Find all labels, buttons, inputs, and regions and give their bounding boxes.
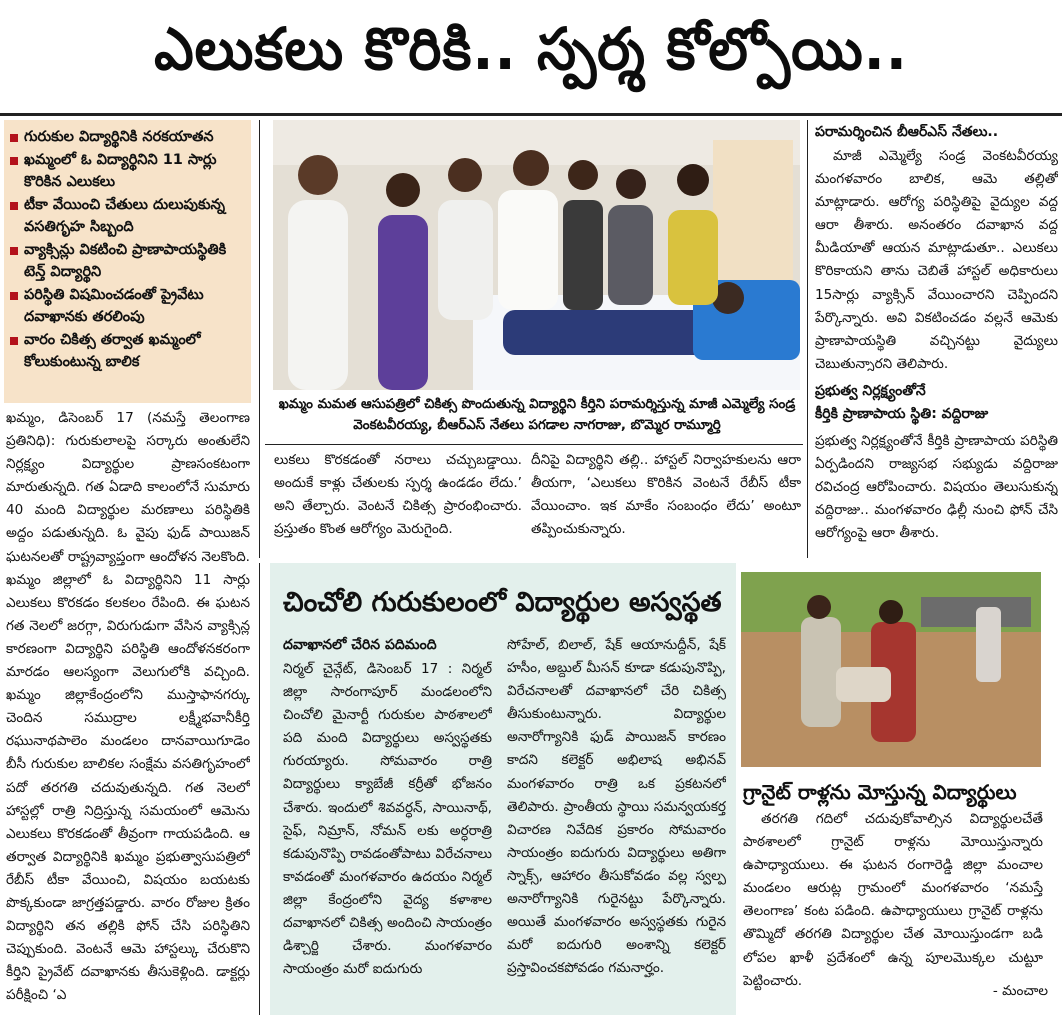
column-divider bbox=[807, 120, 808, 558]
highlight-item: పరిస్థితి విషమించడంతో ప్రైవేటు దవాఖానకు తరలింపు bbox=[10, 284, 245, 329]
headline-rule bbox=[0, 113, 1062, 116]
vaddiraju-body: ప్రభుత్వ నిర్లక్ష్యంతోనే కీర్తికి ప్రాణాపాయ పరిస్థితి ఏర్పడిందని రాజ్యసభ సభ్యుడు వద్దిరాజు రవిచంద్ర ఆరోపించారు. విషయం తెలుసుకున్న వద్దిరాజు.. మంగళవారం ఢిల్లీ నుంచి ఫోన్ చేసి ఆరోగ్యంపై ఆరా తీశారు. bbox=[815, 433, 1058, 542]
granite-photo bbox=[741, 572, 1041, 767]
highlight-item: వ్యాక్సిన్లు వికటించి ప్రాణాపాయస్థితికి టెన్త్ విద్యార్థిని bbox=[10, 239, 245, 284]
chincholi-title: చించోలి గురుకులంలో విద్యార్థుల అస్వస్థత bbox=[283, 587, 722, 618]
main-story-col1: ఖమ్మం, డిసెంబర్ 17 (నమస్తే తెలంగాణ ప్రతినిధి): గురుకులాలపై సర్కారు అంతులేని నిర్లక్ష్యం విద్యార్థుల ప్రాణసంకటంగా మారుతున్నది. గత ఏడాది కాలంలోనే సుమారు 40 మంది విద్యార్థుల మరణాలు పరిస్థితికి అద్దం పడుతున్నది. ఓ వైపు ఫుడ్ పాయిజన్ ఘటనలతో రాష్ట్రవ్యాప్తంగా ఆందోళన నెలకొంది. ఖమ్మం జిల్లాలో ఓ విద్యార్థినిని 11 సార్లు ఎలుకలు కొరకడం కలకలం రేపింది. ఈ ఘటన గత నెలలో జరగ్గా, విరుగుడుగా వేసిన వ్యాక్సిన్ల కారణంగా విద్యార్థిని పరిస్థితి ఆందోళనకరంగా మారడం ఆలస్యంగా వెలుగులోకి వచ్చింది. ఖమ్మం జిల్లాకేంద్రంలోని ముస్తాఫానగర్కు చెందిన సముద్రాల లక్ష్మీభవానీకీర్తి రఘునాథపాలెం మండలం దానవాయిగూడెం బీసీ గురుకుల బాలికల సంక్షేమ వసతిగృహంలో పదో తరగతి చదువుతున్నది. గత నెలలో హాస్టల్లో రాత్రి నిద్రిస్తున్న సమయంలో ఆమెను ఎలుకలు కొరకడంతో తీవ్రంగా గాయపడింది. ఆ తర్వాత విద్యార్థినికి ఖమ్మం ప్రభుత్వాసుపత్రిలో రేబీస్ టీకా వేయించి, విషయం బయటకు పొక్కకుండా జాగ్రత్తపడ్డారు. వారం రోజుల క్రితం విద్యార్థిని తన తల్లికి ఫోన్ చేసి పరిస్థితిని చెప్పుకుంది. వెంటనే ఆమె హాస్టల్కు చేరుకొని కీర్తిని ప్రైవేట్ దవాఖానకు తీసుకెళ్లింది. డాక్టర్లు పరీక్షించి ‘ఎ bbox=[6, 410, 250, 1004]
subheading-line: ప్రభుత్వ నిర్లక్ష్యంతోనే bbox=[815, 383, 926, 399]
photo-caption: ఖమ్మం మమత ఆసుపత్రిలో చికిత్స పొందుతున్న విద్యార్థిని కీర్తిని పరామర్శిస్తున్న మాజీ ఎమ్మెల్యే సండ్ర వెంకటవీరయ్య, బీఆర్ఎస్ నేతలు పగడాల నాగరాజు, బొమ్మెర రామ్మూర్తి bbox=[278, 397, 796, 433]
granite-body: తరగతి గదిలో చదువుకోవాల్సిన విద్యార్థులచేతే పాఠశాలలో గ్రానైట్ రాళ్లను మోయిస్తున్నారు ఉపాధ్యాయులు. ఈ ఘటన రంగారెడ్డి జిల్లా మంచాల మండలం ఆరుట్ల గ్రామంలో మంగళవారం ‘నమస్తే తెలంగాణ’ కంట పడింది. ఉపాధ్యాయులు గ్రానైట్ రాళ్లను తొమ్మిదో తరగతి విద్యార్థుల చేత మోయిస్తుండగా బడి లోపల ఖాళీ ప్రదేశంలో ఉన్న పూలమొక్కల చుట్టూ పెట్టించారు. bbox=[743, 811, 1043, 989]
headline: ఎలుకలు కొరికి.. స్పర్శ కోల్పోయి.. bbox=[154, 14, 908, 83]
main-story-col3: దీనిపై విద్యార్థిని తల్లి.. హాస్టల్ నిర్వాహకులను ఆరా తీయగా, ‘ఎలుకలు కొరికిన వెంటనే రేబీస్ టీకా వేయించాం. ఇక మాకేం సంబంధం లేదు’ అంటూ తప్పించుకున్నారు. bbox=[531, 452, 801, 538]
hospital-photo bbox=[273, 120, 800, 390]
highlights-box bbox=[4, 120, 251, 403]
highlight-item: టీకా వేయించి చేతులు దులుపుకున్న వసతిగృహ సిబ్బంది bbox=[10, 194, 245, 239]
highlights-list bbox=[10, 126, 245, 374]
granite-caption: గ్రానైట్ రాళ్లను మోస్తున్న విద్యార్థులు bbox=[743, 780, 1017, 804]
granite-credit: - మంచాల bbox=[992, 983, 1048, 999]
hospital-scene-illustration bbox=[273, 120, 800, 390]
highlight-item: గురుకుల విద్యార్థినికి నరకయాతన bbox=[10, 126, 245, 149]
chincholi-col2: సోహేల్, బిలాల్, షేక్ ఆయానుద్దీన్, షేక్ హసీం, అబ్దుల్ మీసన్ కూడా కడుపునొప్పి, విరేచనాలతో దవాఖానలో చేరి చికిత్స తీసుకుంటున్నారు. విద్యార్థుల అనారోగ్యానికి ఫుడ్ పాయిజన్ కారణం కాదని కలెక్టర్ అభిలాష అభినవ్ మంగళవారం రాత్రి ఒక ప్రకటనలో తెలిపారు. ప్రాంతీయ స్థాయి సమన్వయకర్త విచారణ నివేదిక ప్రకారం సోమవారం సాయంత్రం ఐదుగురు విద్యార్థులు అతిగా స్నాక్స్, ఆహారం తీసుకోవడం వల్ల స్వల్ప అనారోగ్యానికి గురైనట్టు పేర్కొన్నారు. అయితే మంగళవారం అస్వస్థతకు గురైన మరో ఐదుగురి అంశాన్ని కలెక్టర్ ప్రస్తావించకపోవడం గమనార్హం. bbox=[507, 637, 726, 977]
granite-scene-illustration bbox=[741, 572, 1041, 767]
chincholi-subhead: దవాఖానలో చేరిన పదిమంది bbox=[283, 637, 437, 653]
chincholi-col1: నిర్మల్ చైన్గేట్, డిసెంబర్ 17 : నిర్మల్ జిల్లా సారంగాపూర్ మండలంలోని చించోలి మైనార్టీ గురుకుల పాఠశాలలో పది మంది విద్యార్థులు అస్వస్థతకు గురయ్యారు. సోమవారం రాత్రి విద్యార్థులు క్యాబేజీ కర్రీతో భోజనం చేశారు. ఇందులో శివవర్ధన్, సాయినాథ్, సైఫ్, నిమ్రాన్, నోమన్ లకు అర్ధరాత్రి కడుపునొప్పి రావడంతోపాటు విరేచనాలు కావడంతో మంగళవారం ఉదయం నిర్మల్ జిల్లా కేంద్రంలోని వైద్య కళాశాల దవాఖానలో చికిత్స అందించి సాయంత్రం డిశ్చార్జి చేశారు. మంగళవారం సాయంత్రం మరో ఐదుగురు bbox=[283, 661, 492, 978]
subheading-line: కీర్తికి ప్రాణాపాయ స్థితి: వద్దిరాజు bbox=[815, 406, 989, 422]
highlight-item: ఖమ్మంలో ఓ విద్యార్థినిని 11 సార్లు కొరికిన ఎలుకలు bbox=[10, 149, 245, 194]
column-divider bbox=[259, 120, 260, 558]
highlight-item: వారం చికిత్స తర్వాత ఖమ్మంలో కోలుకుంటున్న బాలిక bbox=[10, 329, 245, 374]
brs-visit-body: మాజీ ఎమ్మెల్యే సండ్ర వెంకటవీరయ్య మంగళవారం బాలిక, ఆమె తల్లితో మాట్లాడారు. ఆరోగ్య పరిస్థితిపై వైద్యుల వద్ద ఆరా తీశారు. అనంతరం దవాఖాన వద్ద మీడియాతో ఆయన మాట్లాడుతూ.. ఎలుకలు కొరికాయని తాను చెబితే హాస్టల్ అధికారులు 15సార్లు వ్యాక్సిన్ వేయించారని చెప్పిందని పేర్కొన్నారు. అవి వికటించడం వల్లనే ఆమెకు ప్రాణాపాయస్థితి వచ్చినట్టు వైద్యులు చెబుతున్నారని తెలిపారు. bbox=[815, 148, 1058, 371]
column-divider bbox=[259, 563, 260, 1015]
subheading-vaddiraju bbox=[815, 380, 1060, 426]
main-story-col2: లుకలు కొరకడంతో నరాలు చచ్చుబడ్డాయి. అందుకే కాళ్లు చేతులకు స్పర్శ ఉండడం లేదు.’ అని తేల్చారు. వెంటనే చికిత్స ప్రారంభించారు. ప్రస్తుతం కొంత ఆరోగ్యం మెరుగైంది. bbox=[274, 452, 522, 538]
subheading-brs-visit: పరామర్శించిన బీఆర్ఎస్ నేతలు.. bbox=[815, 124, 999, 140]
caption-rule bbox=[265, 444, 803, 445]
